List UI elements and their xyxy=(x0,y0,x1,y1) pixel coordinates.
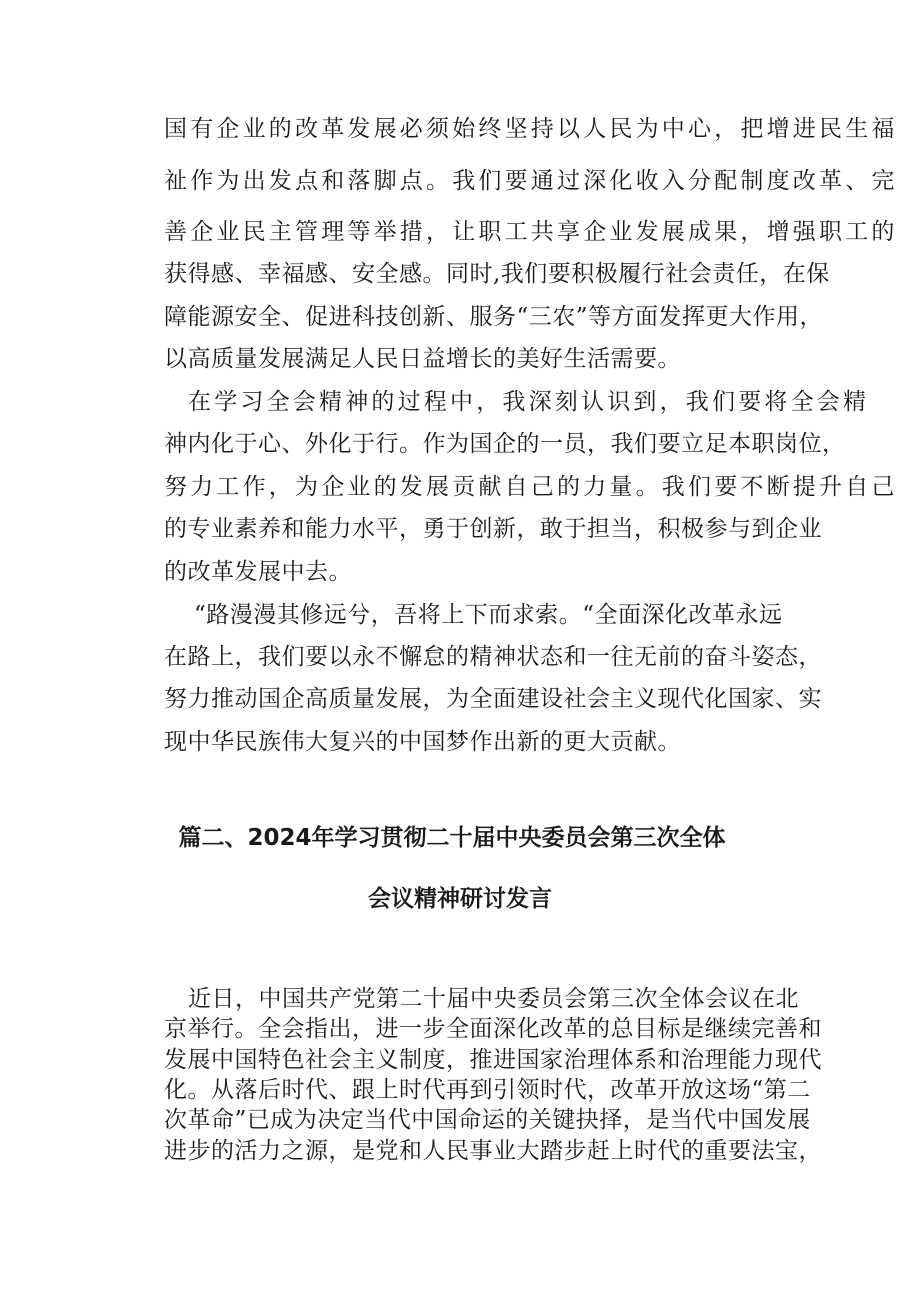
paragraph-line: 以高质量发展满足人民日益增长的美好生活需要。 xyxy=(164,346,681,372)
paragraph-line: 发展中国特色社会主义制度，推进国家治理体系和治理能力现代 xyxy=(164,1047,822,1073)
paragraph-line: 的专业素养和能力水平，勇于创新，敢于担当，积极参与到企业 xyxy=(164,516,822,542)
paragraph-line: 努力工作，为企业的发展贡献自己的力量。我们要不断提升自己 xyxy=(164,474,898,500)
paragraph-line: 的改革发展中去。 xyxy=(164,559,352,585)
paragraph-line: 近日，中国共产党第二十届中央委员会第三次全体会议在北 xyxy=(188,986,799,1012)
paragraph-line: 努力推动国企高质量发展，为全面建设社会主义现代化国家、实 xyxy=(164,686,822,712)
section-title: 篇二、2024年学习贯彻二十届中央委员会第三次全体 xyxy=(178,825,726,851)
paragraph-line: 进步的活力之源，是党和人民事业大踏步赶上时代的重要法宝， xyxy=(164,1138,822,1164)
paragraph-line: 次革命”已成为决定当代中国命运的关键抉择，是当代中国发展 xyxy=(164,1107,811,1133)
section-title: 会议精神研讨发言 xyxy=(368,886,552,912)
paragraph-line: 在路上，我们要以永不懈怠的精神状态和一往无前的奋斗姿态， xyxy=(164,644,822,670)
paragraph-line: 障能源安全、促进科技创新、服务“三农”等方面发挥更大作用， xyxy=(164,304,824,330)
paragraph-line: 国有企业的改革发展必须始终坚持以人民为中心，把增进民生福 xyxy=(164,116,898,142)
paragraph-line: 现中华民族伟大复兴的中国梦作出新的更大贡献。 xyxy=(164,729,681,755)
paragraph-line: 获得感、幸福感、安全感。同时,我们要积极履行社会责任，在保 xyxy=(164,261,830,287)
paragraph-line: 在学习全会精神的过程中，我深刻认识到，我们要将全会精 xyxy=(188,389,870,415)
paragraph-line: “路漫漫其修远兮，吾将上下而求索。“全面深化改革永远 xyxy=(194,602,783,628)
paragraph-line: 化。从落后时代、跟上时代再到引领时代，改革开放这场“第二 xyxy=(164,1077,811,1103)
paragraph-line: 善企业民主管理等举措，让职工共享企业发展成果，增强职工的 xyxy=(164,219,898,245)
paragraph-line: 神内化于心、外化于行。作为国企的一员，我们要立足本职岗位， xyxy=(164,431,846,457)
paragraph-line: 祉作为出发点和落脚点。我们要通过深化收入分配制度改革、完 xyxy=(164,168,898,194)
paragraph-line: 京举行。全会指出，进一步全面深化改革的总目标是继续完善和 xyxy=(164,1016,822,1042)
